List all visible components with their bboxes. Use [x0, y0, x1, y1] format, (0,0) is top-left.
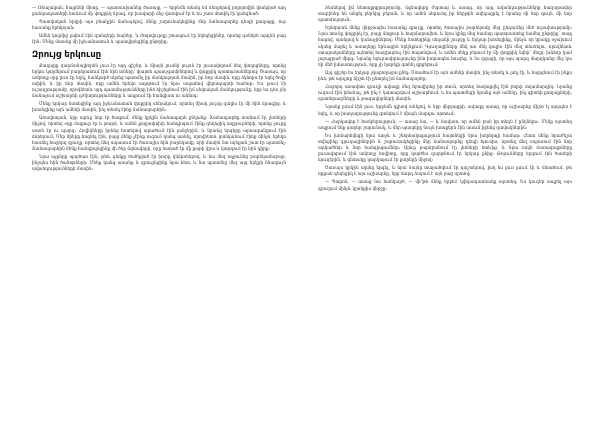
- paragraph: Ծառայս կրկին սկսեց երգել, և նրա ձայնը տարածվում էր դաշտերով, իսկ ես լուռ լսում էի և մտածում, թե որքան գեղեցիկ է այս աշխարհը, երբ մարդ նայում է այն բաց սրտով։: [318, 165, 572, 177]
- paragraph: Այդ գիշեր ես երկար չկարողացա քնել։ Մտածում էի այն ամենի մասին, ինչ տեսել և լսել էի, և հարցնում էի ինքս ինձ, թե արդյոք ճիշտ էի ընտրել իմ ճանապարհը։: [318, 69, 572, 82]
- paragraph: Ամեն կողմից լսվում էին զանգերի ձայներ, և ժողովուրդը շտապում էր եկեղեցիներ, որոնց դռներն արդեն բաց էին։ Մենք մտանք մի իջևանատուն և պատվիրեցինք ընթրիք։: [32, 33, 286, 45]
- paragraph: — Ռեալական, հայրենի միտը, — պատասխանեց ծառայը, — երբեմն տեսել եմ ձեռքերով բոլորովին փակված այդ ցանկապատերի ետևում մի փոքրիկ ճրագ, որ խավարի մեջ վառվում էր և ես շատ մոտիկ էի կանգնած։: [32, 5, 286, 17]
- paragraph: Ես խոնարհվեցի նրա առջև և շնորհակալություն հայտնեցի նրա խորհրդի համար։ Հետո մենք հրաժեշտ տվեցինք գյուղացիներին և շարունակեցինք մեր ճանապարհը դեպի հյուսիս, որտեղ մեզ սպասում էին նոր արկածներ և նոր հանդիպումներ։ Արևը բարձրանում էր լեռների ետևից, և նրա ոսկե ճառագայթները լուսավորում էին ամբողջ հովիտը, որը կարծես զարթնում էր երկար քնից։ Թռչունները երգում էին ծառերի ճյուղերին, և գետակը կարկաչում էր քարերի միջով։: [318, 132, 572, 163]
- paragraph: Նրանք լսում էին լուռ, երբեմն գլխով անելով, և երբ վերջացրի, ավագը ասաց, որ աշխարհը միշտ էլ այդպես է եղել, և որ խաղաղությունը գտնվում է միայն մարդու սրտում։: [318, 104, 572, 116]
- paragraph: Մենք երկար նստեցինք այդ իջևանատան փոքրիկ սենյակում, որտեղ միակ լույսը գալիս էր մի հին ճրագից, և խոսեցինք այն ամենի մասին, ինչ տեսել էինք ճանապարհին։: [32, 101, 286, 113]
- left-column: [32, 5, 286, 419]
- paragraph: — Հարկավոր է համբերություն, — ասաց նա, — և հավատ, որ ամեն բան իր տեղն է ընկնելու։ Մենք այստեղ ապրում ենք դարեր շարունակ, և մեր պապերը նույն խոսքերն էին ասում իրենց զավակներին։: [318, 118, 572, 130]
- paragraph: Քաղաքը զարմանալիորեն լուռ էր այդ գիշեր, և միայն լուսնի լույսն էր լուսավորում նեղ փողոցները, որոնց երկու կողմերում բարձրանում էին հին տները՝ փայտե պատշգամբներով և փոքրիկ պատուհաններով։ Ծառայս, որ ամբողջ օրը լուռ էր եղել, հանկարծ սկսեց պատմել իր մանկության մասին, իր հոր մասին, որը ձկնորս էր եղել ծովի ափին, և իր մոր մասին, որը ամեն երեկո աղոթում էր նրա ապահով վերադարձի համար։ Ես լսում էի ուշադրությամբ, որովհետև այդ պատմությունները ինձ հիշեցնում էին իմ սեփական մանկությունը, երբ ես դեռ չէի ճանաչում աշխարհի դժվարությունները և ապրում էի հանգիստ ու անհոգ։: [32, 62, 286, 99]
- paragraph: Տեսնելով իմ հետաքրքրությունը, ճգնավորը ժպտաց և ասաց, որ այդ ավանդությունները հազարավոր տարիներ են անցել բերնից բերան, և որ ամեն սերունդ իր հերթին ավելացրել է նրանց մի նոր գույն, մի նոր պատմություն։: [318, 5, 572, 23]
- paragraph: Նրա աչքերը պայծառ էին, թեև դեմքը ծածկված էր խորը կնճիռներով, և նա մեզ ողջունեց բարեկամաբար, ինչպես հին ծանոթների։ Մենք կանգ առանք և զրուցեցինք նրա հետ, և նա պատմեց մեզ այդ երկրի հնագույն ավանդությունների մասին։: [32, 153, 286, 172]
- paragraph: Երեկոյան մենք վերջապես հասանք գյուղը, որտեղ ծառայիս բարեկամը մեզ ընդունեց մեծ ուրախությամբ։ Նրա տունը փոքրիկ էր, բայց մաքուր և հարմարավետ, և նրա կինը մեզ համար պատրաստեց համեղ ընթրիք՝ տաք հացով, պանրով և կանաչիներով։ Մենք նստեցինք սեղանի շուրջը և երկար խոսեցինք, մինչև որ կրակը օջախում սկսեց մարել և աստղերը երևացին երկնքում։ Գյուղացիները մեկ առ մեկ գալիս էին մեզ տեսնելու, որովհետև օտարականները այնտեղ հազվադեպ էին հայտնվում, և ամեն մեկը բերում էր մի փոքրիկ նվեր՝ մեղր, խնձոր կամ չորացրած միրգ։ Նրանց հյուրասիրությունը ինձ խորապես հուզեց, և ես զգացի, որ այս պարզ մարդկանց մեջ կա մի մեծ իմաստություն, որը չի կարելի գտնել գրքերում։: [318, 25, 572, 67]
- paragraph: Առավոտյան, երբ արևը նոր էր ծագում, մենք կրկին ճանապարհ ընկանք։ Ճանապարհը տանում էր լեռների միջով, որտեղ օդը մաքուր էր և թարմ, և ամեն քայլափոխի հանդիպում էինք գեղեցիկ աղբյուրների, որոնց ջուրը սառն էր ու պարզ։ Հովիվները իրենց հոտերով արածում էին լանջերին, և նրանց երգերը արձագանքում էին ձորերում։ Մեր ձիերը հոգնել էին, բայց մենք չէինք ուզում կանգ առնել, որովհետև ցանկանում էինք մինչև երեկո հասնել հաջորդ գյուղը, որտեղ մեզ սպասում էր ծառայիս հին բարեկամը, որի մասին նա այնքան շատ էր պատմել։ Ճանապարհին մենք հանդիպեցինք մի ծեր ճգնավորի, որը նստած էր մի քարի վրա և կարդում էր հին գիրք։: [32, 115, 286, 151]
- section-heading: Զրույց երկուսը: [32, 49, 102, 60]
- paragraph: — Պարոն, — ասաց նա հանկարծ, — մի՞թե մենք երբևէ կվերադառնանք այստեղ։ Ես կուզեի ապրել այս գյուղում մինչև կյանքիս վերջը։: [318, 179, 572, 191]
- right-column: [318, 5, 572, 419]
- paragraph: Պատվական երկրի այս բնակչին ճանաչելով, մենք շարունակեցինք մեր ճանապարհը դեպի քաղաքը, ուր հասանք երեկոյան։: [32, 19, 286, 31]
- paragraph: Հաջորդ առավոտ գյուղի ավագը մեզ հրավիրեց իր տուն, որտեղ հավաքվել էին բոլոր տղամարդիկ։ Նրանք ուզում էին իմանալ, թե ինչ է կատարվում աշխարհում, և ես պատմեցի նրանց այն ամենը, ինչ գիտեի քաղաքների, պատերազմների և թագավորների մասին։: [318, 84, 572, 102]
